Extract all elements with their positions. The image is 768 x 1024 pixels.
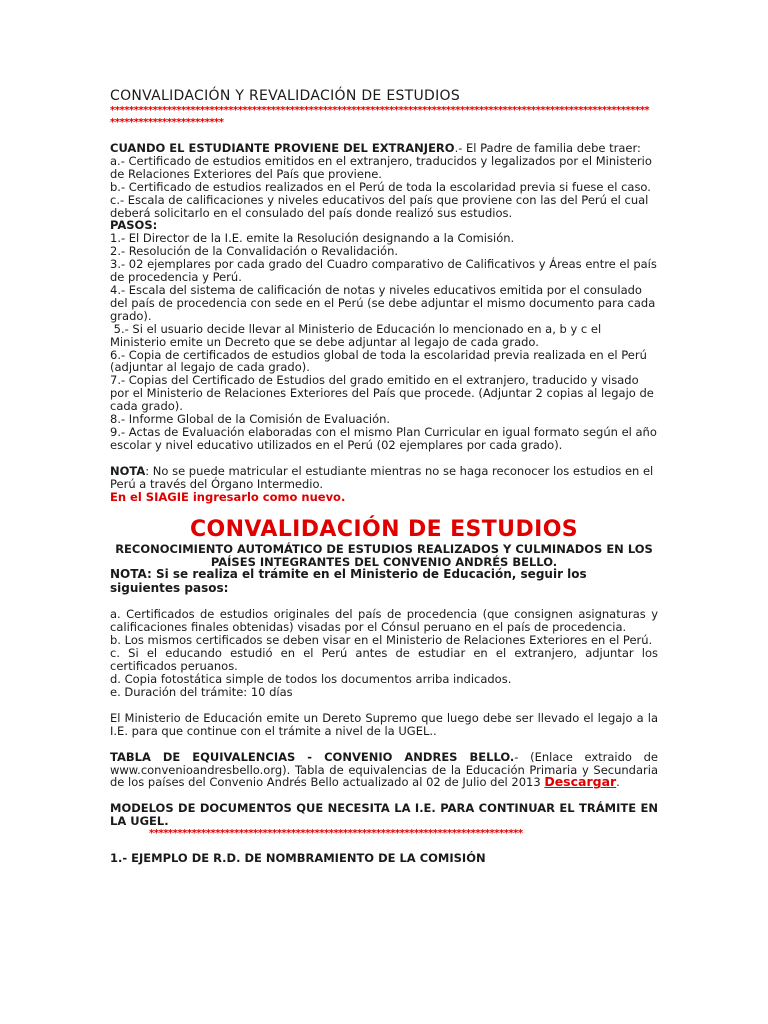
nota-paragraph: [110, 465, 658, 491]
page-title: CONVALIDACIÓN Y REVALIDACIÓN DE ESTUDIOS: [110, 88, 461, 104]
tabla-text: - (Enlace extraido de www.convenioandresbello.org). Tabla de equivalencias de la Educación Primaria y Secundaria de los países del Convenio Andrés Bello actualizado al 02 de Julio del 2013: [110, 749, 658, 790]
divider-stars: *******************************************************************************: [149, 829, 523, 840]
paso-item: 9.- Actas de Evaluación elaboradas con el mismo Plan Curricular en igual formato según el año escolar y nivel educativo utilizados en el Perú (02 ejemplares por cada grado).: [110, 424, 657, 452]
convenio-item: e. Duración del trámite: 10 días: [110, 684, 293, 699]
siagie-note: En el SIAGIE ingresarlo como nuevo.: [110, 489, 346, 504]
paso-item: 8.- Informe Global de la Comisión de Evaluación.: [110, 412, 391, 427]
requirement-item: b.- Certificado de estudios realizados en el Perú de toda la escolaridad previa si fuese el caso.: [110, 179, 651, 194]
ministerio-nota: NOTA: Si se realiza el trámite en el Ministerio de Educación, seguir los siguientes pasos:: [110, 567, 587, 595]
modelos-heading: MODELOS DE DOCUMENTOS QUE NECESITA LA I.E. PARA CONTINUAR EL TRÁMITE EN LA UGEL.: [110, 801, 658, 829]
intro-paragraph: [110, 142, 658, 155]
intro-text: .- El Padre de familia debe traer:: [454, 141, 641, 155]
section-subtitle: RECONOCIMIENTO AUTOMÁTICO DE ESTUDIOS REALIZADOS Y CULMINADOS EN LOS PAÍSES INTEGRANTES DEL CONVENIO ANDRÉS BELLO.: [115, 542, 653, 569]
paso-item: 6.- Copia de certificados de estudios global de toda la escolaridad previa realizada en el Perú (adjuntar al legajo de cada grado).: [110, 347, 647, 375]
tabla-paragraph: [110, 751, 658, 790]
intro-heading: CUANDO EL ESTUDIANTE PROVIENE DEL EXTRANJERO: [110, 141, 455, 155]
ejemplo-heading: 1.- EJEMPLO DE R.D. DE NOMBRAMIENTO DE LA COMISIÓN: [110, 851, 486, 866]
paso-item: 4.- Escala del sistema de calificación de notas y niveles educativos emitida por el consulado del país de procedencia con sede en el Perú (se debe adjuntar el mismo documento para cada grado).: [110, 282, 656, 323]
convenio-item: d. Copia fotostática simple de todos los documentos arriba indicados.: [110, 672, 512, 686]
requirement-item: c.- Escala de calificaciones y niveles educativos del país que proviene con las del Perú el cual deberá solicitarlo en el consulado del país donde realizó sus estudios.: [110, 192, 649, 220]
divider-stars: ******************************************************************************************************************: [110, 106, 650, 116]
paso-item: 1.- El Director de la I.E. emite la Resolución designando a la Comisión.: [110, 231, 515, 246]
nota-label: NOTA: [110, 463, 146, 478]
convenio-item: b. Los mismos certificados se deben visar en el Ministerio de Relaciones Exteriores en el Perú.: [110, 633, 653, 648]
tabla-heading: TABLA DE EQUIVALENCIAS - CONVENIO ANDRES BELLO.: [110, 749, 515, 764]
convenio-item: c. Si el educando estudió en el Perú antes de estudiar en el extranjero, adjuntar los certificados peruanos.: [110, 646, 658, 674]
tabla-end: .: [616, 775, 620, 790]
ministerio-paragraph: El Ministerio de Educación emite un Dereto Supremo que luego debe ser llevado el legajo a la I.E. para que continue con el trámite a nivel de la UGEL..: [110, 710, 658, 738]
descargar-link[interactable]: Descargar: [544, 774, 617, 790]
paso-item: 3.- 02 ejemplares por cada grado del Cuadro comparativo de Calificativos y Áreas entre el país de procedencia y Perú.: [110, 257, 657, 285]
paso-item: 5.- Si el usuario decide llevar al Ministerio de Educación lo mencionado en a, b y c el Ministerio emite un Decreto que se debe adjuntar al legajo de cada grado.: [110, 321, 605, 349]
section-title: CONVALIDACIÓN DE ESTUDIOS: [189, 517, 579, 543]
pasos-label: PASOS:: [110, 218, 158, 233]
divider-stars: ************************: [110, 118, 224, 128]
requirement-item: a.- Certificado de estudios emitidos en el extranjero, traducidos y legalizados por el Ministerio de Relaciones Exteriores del País que proviene.: [110, 153, 652, 181]
document-content: [110, 88, 658, 865]
paso-item: 7.- Copias del Certificado de Estudios del grado emitido en el extranjero, traducido y visado por el Ministerio de Relaciones Exteriores del País que procede. (Adjuntar 2 copias al legajo de cada grado).: [110, 373, 654, 414]
nota-text: : No se puede matricular el estudiante mientras no se haga reconocer los estudios en el Perú a través del Órgano Intermedio.: [110, 463, 654, 491]
paso-item: 2.- Resolución de la Convalidación o Revalidación.: [110, 244, 399, 259]
convenio-item: a. Certificados de estudios originales del país de procedencia (que consignen asignaturas y calificaciones finales obtenidas) visadas por el Cónsul peruano en el país de procedencia.: [110, 607, 658, 635]
